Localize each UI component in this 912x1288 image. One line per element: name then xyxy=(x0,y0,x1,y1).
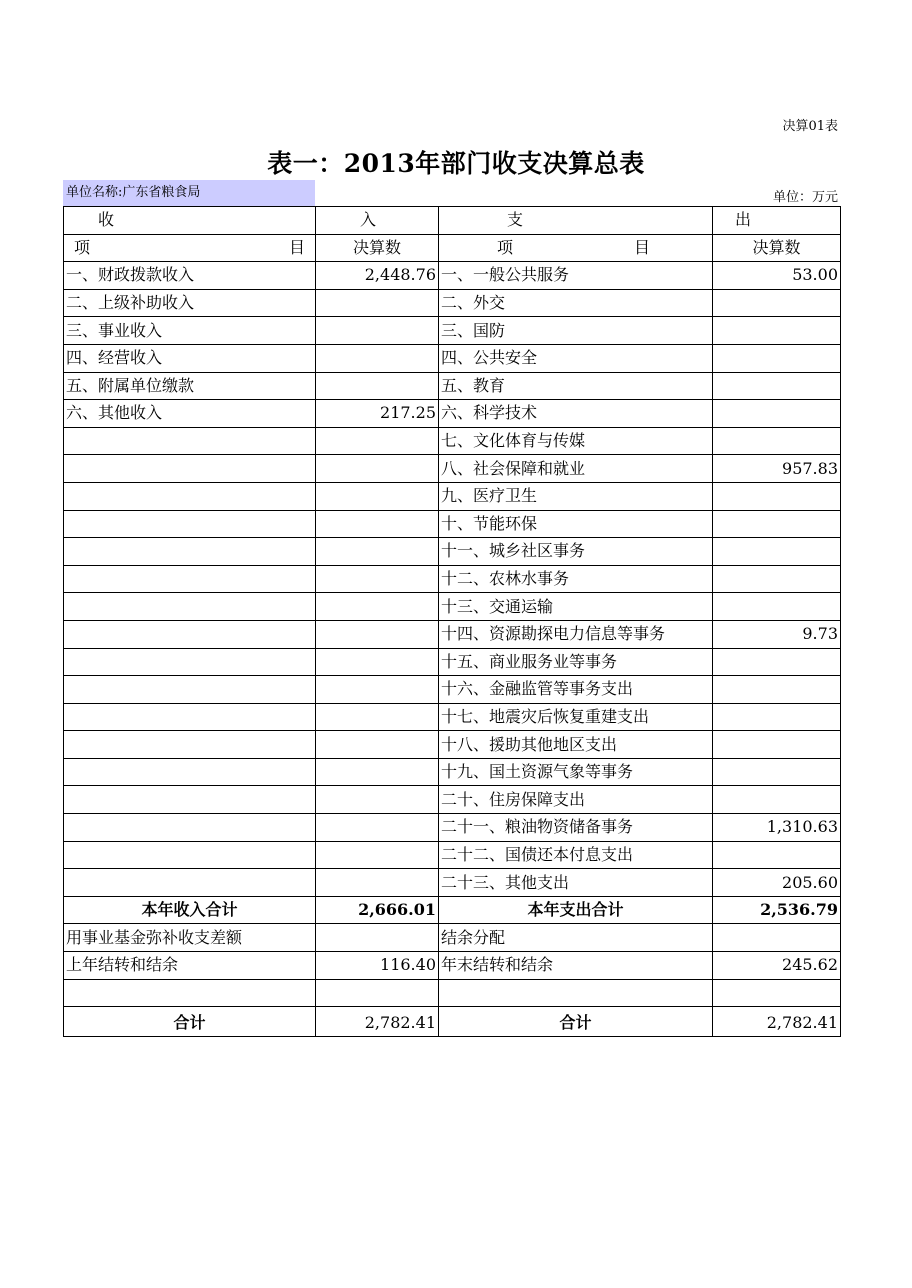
income-item xyxy=(64,455,316,483)
expense-amount xyxy=(713,979,841,1007)
income-item xyxy=(64,786,316,814)
income-amount xyxy=(316,703,439,731)
expense-item: 二十三、其他支出 xyxy=(439,869,713,897)
expense-amount xyxy=(713,924,841,952)
income-amount xyxy=(316,427,439,455)
unit-currency: 单位：万元 xyxy=(772,190,838,205)
expense-amount xyxy=(713,510,841,538)
expense-item: 十九、国土资源气象等事务 xyxy=(439,758,713,786)
expense-amount: 9.73 xyxy=(713,620,841,648)
income-amount xyxy=(316,731,439,759)
income-amount xyxy=(316,482,439,510)
income-item xyxy=(64,482,316,510)
header-item-right: 目 xyxy=(633,237,650,257)
expense-item: 三、国防 xyxy=(439,317,713,345)
income-item: 五、附属单位缴款 xyxy=(64,372,316,400)
expense-amount xyxy=(713,482,841,510)
form-number: 决算01表 xyxy=(782,119,838,134)
expense-item: 十、节能环保 xyxy=(439,510,713,538)
expense-item: 十二、农林水事务 xyxy=(439,565,713,593)
income-item xyxy=(64,427,316,455)
income-amount xyxy=(316,676,439,704)
income-amount xyxy=(316,869,439,897)
expense-amount: 1,310.63 xyxy=(713,814,841,842)
income-amount xyxy=(316,372,439,400)
expense-amount: 957.83 xyxy=(713,455,841,483)
header-item-right: 目 xyxy=(288,237,305,257)
income-amount: 116.40 xyxy=(316,952,439,980)
expense-amount: 53.00 xyxy=(713,262,841,290)
income-amount xyxy=(316,565,439,593)
header-expense-amount: 决算数 xyxy=(713,234,841,262)
income-amount: 2,448.76 xyxy=(316,262,439,290)
expense-amount xyxy=(713,593,841,621)
income-item: 四、经营收入 xyxy=(64,344,316,372)
table-row xyxy=(64,289,841,317)
income-item xyxy=(64,814,316,842)
expense-item: 五、教育 xyxy=(439,372,713,400)
income-amount xyxy=(316,317,439,345)
income-total-label: 合计 xyxy=(64,1007,316,1037)
income-item xyxy=(64,510,316,538)
expense-item: 年末结转和结余 xyxy=(439,952,713,980)
expense-item: 六、科学技术 xyxy=(439,400,713,428)
expense-amount xyxy=(713,372,841,400)
table-row xyxy=(64,786,841,814)
expense-item: 十八、援助其他地区支出 xyxy=(439,731,713,759)
income-item: 用事业基金弥补收支差额 xyxy=(64,924,316,952)
table-row xyxy=(64,538,841,566)
header-row-section xyxy=(64,207,841,235)
income-amount xyxy=(316,344,439,372)
expense-item: 十六、金融监管等事务支出 xyxy=(439,676,713,704)
table-row xyxy=(64,372,841,400)
table-row xyxy=(64,924,841,952)
header-expense-item xyxy=(439,234,713,262)
income-amount: 217.25 xyxy=(316,400,439,428)
income-amount xyxy=(316,758,439,786)
expense-amount xyxy=(713,703,841,731)
income-item: 三、事业收入 xyxy=(64,317,316,345)
income-amount xyxy=(316,620,439,648)
expense-amount xyxy=(713,648,841,676)
income-amount xyxy=(316,593,439,621)
income-item xyxy=(64,979,316,1007)
table-row xyxy=(64,400,841,428)
expense-amount xyxy=(713,786,841,814)
header-item-left: 项 xyxy=(74,237,91,257)
income-item xyxy=(64,869,316,897)
expense-amount xyxy=(713,841,841,869)
table-row xyxy=(64,317,841,345)
table-row xyxy=(64,593,841,621)
income-amount xyxy=(316,510,439,538)
table-row xyxy=(64,703,841,731)
expense-amount xyxy=(713,427,841,455)
expense-amount xyxy=(713,317,841,345)
table-row xyxy=(64,510,841,538)
expense-item: 十七、地震灾后恢复重建支出 xyxy=(439,703,713,731)
expense-item: 结余分配 xyxy=(439,924,713,952)
income-amount xyxy=(316,979,439,1007)
expense-amount: 205.60 xyxy=(713,869,841,897)
income-amount xyxy=(316,814,439,842)
header-income-right: 入 xyxy=(316,207,439,235)
income-item: 二、上级补助收入 xyxy=(64,289,316,317)
income-amount xyxy=(316,455,439,483)
expense-item xyxy=(439,979,713,1007)
table-row xyxy=(64,262,841,290)
expense-amount xyxy=(713,565,841,593)
expense-item: 二十二、国债还本付息支出 xyxy=(439,841,713,869)
income-item: 一、财政拨款收入 xyxy=(64,262,316,290)
income-amount xyxy=(316,648,439,676)
header-income-left: 收 xyxy=(64,207,316,235)
income-item xyxy=(64,620,316,648)
table-row xyxy=(64,455,841,483)
expense-amount xyxy=(713,344,841,372)
income-item xyxy=(64,703,316,731)
income-item xyxy=(64,648,316,676)
expense-amount xyxy=(713,676,841,704)
income-item: 六、其他收入 xyxy=(64,400,316,428)
expense-item: 一、一般公共服务 xyxy=(439,262,713,290)
income-item xyxy=(64,758,316,786)
expense-amount xyxy=(713,400,841,428)
table-row xyxy=(64,648,841,676)
expense-subtotal-amount: 2,536.79 xyxy=(713,896,841,924)
page-title: 表一：2013年部门收支决算总表 xyxy=(267,149,645,178)
income-subtotal-label: 本年收入合计 xyxy=(64,896,316,924)
income-item xyxy=(64,841,316,869)
expense-amount xyxy=(713,758,841,786)
expense-item: 二十、住房保障支出 xyxy=(439,786,713,814)
unit-name: 单位名称:广东省粮食局 xyxy=(63,180,315,206)
income-total-amount: 2,782.41 xyxy=(316,1007,439,1037)
table-row xyxy=(64,814,841,842)
subtotal-row xyxy=(64,896,841,924)
table-row xyxy=(64,869,841,897)
expense-subtotal-label: 本年支出合计 xyxy=(439,896,713,924)
header-income-amount: 决算数 xyxy=(316,234,439,262)
income-item: 上年结转和结余 xyxy=(64,952,316,980)
table-row xyxy=(64,731,841,759)
expense-total-label: 合计 xyxy=(439,1007,713,1037)
income-amount xyxy=(316,289,439,317)
income-item xyxy=(64,731,316,759)
header-expense-left: 支 xyxy=(439,207,713,235)
expense-amount xyxy=(713,289,841,317)
header-expense-right: 出 xyxy=(713,207,841,235)
income-item xyxy=(64,593,316,621)
income-amount xyxy=(316,538,439,566)
expense-item: 八、社会保障和就业 xyxy=(439,455,713,483)
header-item-left: 项 xyxy=(497,237,514,257)
table-row xyxy=(64,841,841,869)
income-subtotal-amount: 2,666.01 xyxy=(316,896,439,924)
total-row xyxy=(64,1007,841,1037)
table-row xyxy=(64,344,841,372)
income-amount xyxy=(316,924,439,952)
expense-amount xyxy=(713,538,841,566)
expense-item: 七、文化体育与传媒 xyxy=(439,427,713,455)
income-item xyxy=(64,565,316,593)
expense-item: 九、医疗卫生 xyxy=(439,482,713,510)
expense-item: 十三、交通运输 xyxy=(439,593,713,621)
table-row xyxy=(64,676,841,704)
table-row xyxy=(64,482,841,510)
income-amount xyxy=(316,841,439,869)
table-row xyxy=(64,427,841,455)
expense-total-amount: 2,782.41 xyxy=(713,1007,841,1037)
expense-amount xyxy=(713,731,841,759)
expense-item: 十一、城乡社区事务 xyxy=(439,538,713,566)
expense-item: 二十一、粮油物资储备事务 xyxy=(439,814,713,842)
expense-item: 二、外交 xyxy=(439,289,713,317)
header-income-item xyxy=(64,234,316,262)
income-item xyxy=(64,676,316,704)
table-row xyxy=(64,565,841,593)
header-row-columns xyxy=(64,234,841,262)
expense-item: 四、公共安全 xyxy=(439,344,713,372)
budget-table xyxy=(63,206,841,1037)
table-row xyxy=(64,620,841,648)
table-row xyxy=(64,952,841,980)
income-amount xyxy=(316,786,439,814)
table-row xyxy=(64,758,841,786)
expense-item: 十五、商业服务业等事务 xyxy=(439,648,713,676)
table-row xyxy=(64,979,841,1007)
expense-item: 十四、资源勘探电力信息等事务 xyxy=(439,620,713,648)
income-item xyxy=(64,538,316,566)
expense-amount: 245.62 xyxy=(713,952,841,980)
